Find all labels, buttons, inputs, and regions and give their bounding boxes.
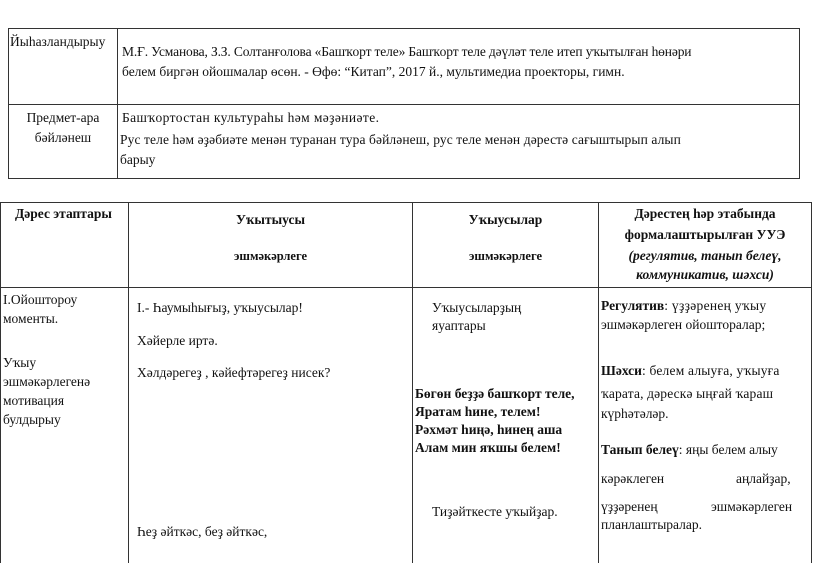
teacher-good-morning: Хәйерле иртә.: [137, 333, 218, 348]
teacher-rhyme-start: Һеҙ әйткәс, беҙ әйткәс,: [137, 524, 268, 539]
students-answers-line2: яуаптары: [432, 318, 486, 333]
top-table-border-bottom: [8, 178, 800, 179]
header-uue-line4: коммуникатив, шәхси): [636, 267, 774, 282]
interdisciplinary-label-line1: Предмет-ара: [26, 110, 100, 125]
uue-personal-line2: ҡарата, дәрескә ыңғай ҡараш: [601, 386, 774, 401]
teacher-greeting: I.- Һаумыһығыҙ, уҡыусылар!: [137, 300, 303, 315]
interdisciplinary-text-line2: Рус теле һәм әҙәбиәте менән туранан тура бәйләнеш, рус теле менән дәрестә сағыштырып алып: [120, 132, 681, 147]
top-table-border-mid: [8, 104, 800, 105]
uue-cognitive-line2b: аңлайҙар,: [736, 471, 791, 486]
stage-org-line2: моменты.: [3, 311, 59, 326]
header-students-line1: Уҡыусылар: [468, 212, 543, 227]
uue-cognitive-line3a: үҙҙәренең: [601, 499, 658, 514]
students-tongue-twister: Тиҙәйткесте уҡыйҙар.: [432, 504, 558, 519]
uue-cognitive-label: Танып белеү: [601, 442, 679, 457]
equipment-text-line1: М.Ғ. Усманова, З.З. Солтанғолова «Башҡорт теле» Башҡорт теле дәүләт теле итеп уҡытылған һөнәри: [122, 44, 692, 59]
main-table-border-right: [811, 202, 812, 563]
uue-cognitive-line1: [601, 440, 778, 460]
students-poem-line2: Яратам һине, телем!: [415, 404, 541, 419]
interdisciplinary-text-line3: барыу: [120, 152, 156, 167]
header-uue-line1: Дәрестең һәр этабында: [634, 206, 776, 221]
uue-cognitive-line4: планлаштыралар.: [601, 517, 702, 532]
interdisciplinary-text-line1: Башҡортостан культураһы һәм мәҙәниәте.: [122, 110, 380, 125]
stage-motivation-line1: Уҡыу: [3, 355, 37, 370]
students-poem-line3: Рәхмәт һиңә, һинең аша: [415, 422, 563, 437]
header-lesson-stages: Дәрес этаптары: [15, 206, 112, 221]
header-teacher-line2: эшмәкәрлеге: [233, 249, 308, 263]
header-uue-line3: (регулятив, танып белеү,: [628, 248, 782, 263]
header-teacher-line1: Уҡытыусы: [236, 212, 305, 227]
uue-regulative-line2: эшмәкәрлеген ойошторалар;: [601, 317, 766, 332]
students-poem-line1: Бөгөн беҙҙә башҡорт теле,: [415, 386, 575, 401]
header-uue-line2: формалаштырылған УУЭ: [624, 227, 786, 242]
uue-personal-line3: күрһәтәләр.: [601, 406, 669, 421]
students-answers-line1: Уҡыусыларҙың: [432, 300, 522, 315]
stage-motivation-line3: мотивация: [3, 393, 65, 408]
uue-regulative-text: : үҙҙәренең уҡыу: [664, 298, 767, 313]
equipment-label: Йыһазландырыу: [10, 34, 106, 49]
uue-cognitive-text: : яңы белем алыу: [678, 442, 778, 457]
top-table-border-left: [8, 28, 9, 179]
uue-personal-line1: [601, 361, 780, 381]
main-table-border-top: [0, 202, 812, 203]
teacher-question: Хәлдәрегеҙ , кәйефтәрегеҙ нисек?: [137, 365, 331, 380]
top-table-border-divider: [117, 28, 118, 179]
uue-personal-label: Шәхси: [601, 363, 642, 378]
stage-org-line1: I.Ойоштороу: [3, 292, 78, 307]
main-table-border-left: [0, 202, 1, 563]
top-table-border-top: [8, 28, 800, 29]
uue-regulative-line1: [601, 296, 766, 316]
students-poem-line4: Алам мин яҡшы белем!: [415, 440, 561, 455]
header-students-line2: эшмәкәрлеге: [468, 249, 543, 263]
stage-motivation-line4: булдырыу: [3, 412, 61, 427]
uue-personal-text: : белем алыуға, уҡыуға: [641, 363, 780, 378]
top-table-border-right: [799, 28, 800, 179]
uue-cognitive-line3b: эшмәкәрлеген: [711, 499, 793, 514]
interdisciplinary-label-line2: бәйләнеш: [34, 130, 92, 145]
stage-motivation-line2: эшмәкәрлегенә: [3, 374, 91, 389]
main-table-border-header: [0, 287, 812, 288]
uue-regulative-label: Регулятив: [601, 298, 665, 313]
equipment-text-line2: белем биргән ойошмалар өсөн. - Өфө: “Китап”, 2017 й., мультимедиа проекторы, гимн.: [122, 64, 625, 79]
uue-cognitive-line2a: кәрәклеген: [601, 471, 665, 486]
